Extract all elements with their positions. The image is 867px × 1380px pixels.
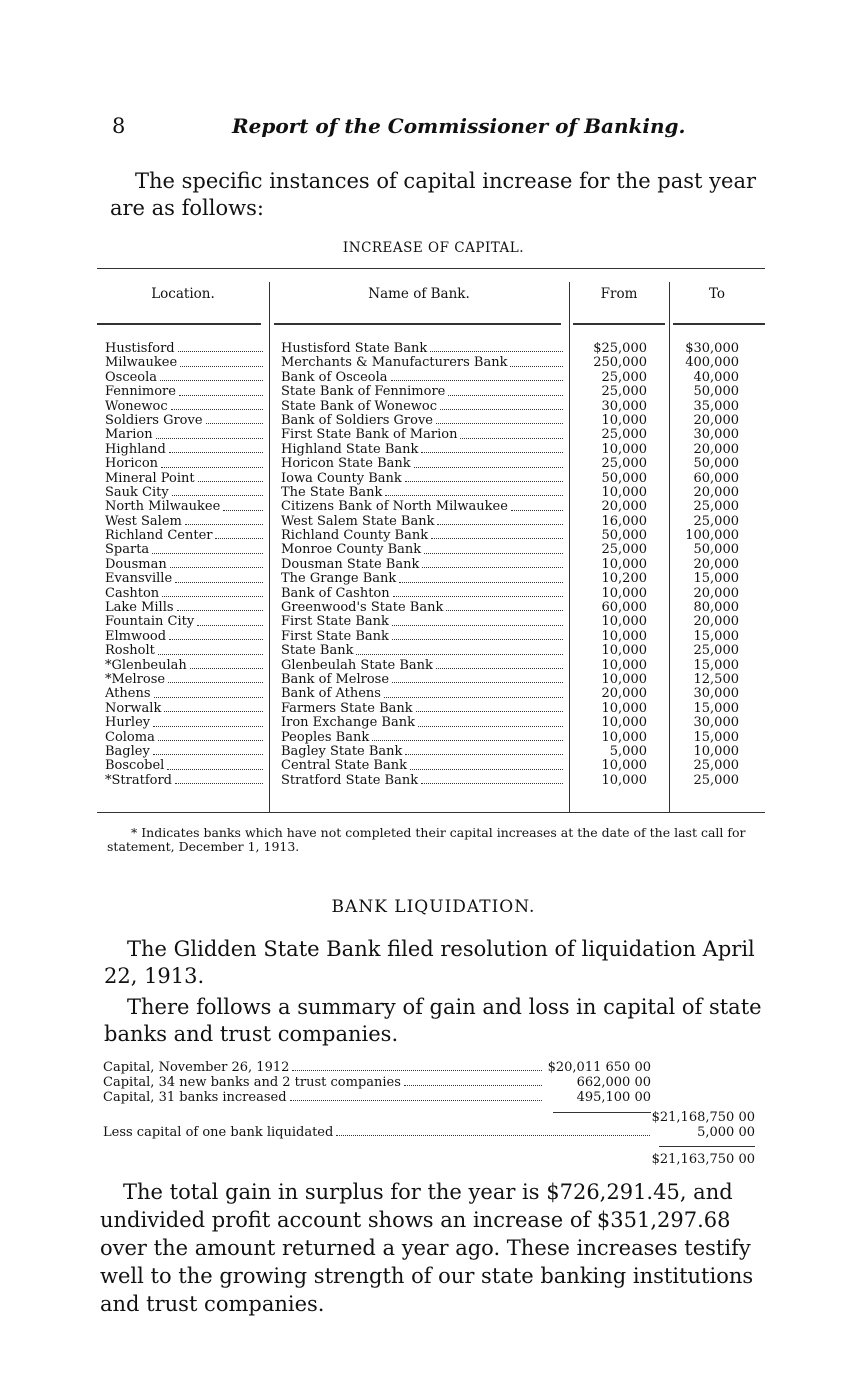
row-bank-name <box>281 443 565 457</box>
header-location: Location. <box>151 286 215 302</box>
row-location-text: Boscobel <box>105 759 165 774</box>
row-capital-from: 10,000 <box>601 485 647 500</box>
dot-leader <box>175 572 263 582</box>
row-capital-from: 25,000 <box>601 428 647 443</box>
dot-leader <box>156 428 263 438</box>
dot-leader <box>153 716 263 726</box>
row-location-text: Wonewoc <box>105 399 168 414</box>
row-location <box>105 716 265 730</box>
dot-leader <box>436 659 563 669</box>
row-capital-to: 25,000 <box>693 759 739 774</box>
dot-leader <box>169 443 263 453</box>
row-capital-to: 100,000 <box>685 529 739 544</box>
to-column <box>675 342 739 788</box>
row-capital-from: 10,000 <box>601 759 647 774</box>
row-capital-from: 10,000 <box>601 658 647 673</box>
row-location-text: Richland Center <box>105 529 213 544</box>
liquidation-title: BANK LIQUIDATION. <box>331 897 536 917</box>
row-location-text: Lake Mills <box>105 601 174 616</box>
row-location-text: Soldiers Grove <box>105 413 203 428</box>
row-bank-name-text: The Grange Bank <box>281 572 397 587</box>
subtotal-rule <box>553 1112 651 1113</box>
row-location-text: *Glenbeulah <box>105 658 187 673</box>
dot-leader <box>430 342 563 352</box>
row-bank-name <box>281 572 565 586</box>
row-capital-to: 20,000 <box>693 442 739 457</box>
row-capital-from: 10,000 <box>601 615 647 630</box>
dot-leader <box>446 601 563 611</box>
dot-leader <box>179 385 263 395</box>
row-capital-from: $25,000 <box>593 342 647 356</box>
header-rule-name <box>274 323 561 325</box>
dot-leader <box>511 500 563 510</box>
row-bank-name-text: Horicon State Bank <box>281 457 411 472</box>
column-divider <box>269 282 270 812</box>
summary-line <box>103 1090 545 1105</box>
dot-leader <box>416 702 563 712</box>
summary-label: Capital, 31 banks increased <box>103 1090 287 1105</box>
row-capital-to: 400,000 <box>685 356 739 371</box>
row-capital-from: 10,200 <box>601 572 647 587</box>
row-location-text: North Milwaukee <box>105 500 221 515</box>
row-bank-name <box>281 673 565 687</box>
row-location <box>105 371 265 385</box>
row-location <box>105 486 265 500</box>
row-capital-from: 10,000 <box>601 716 647 731</box>
row-location <box>105 745 265 759</box>
row-location-text: Fountain City <box>105 615 195 630</box>
row-capital-from: 10,000 <box>601 773 647 788</box>
row-capital-to: 50,000 <box>693 543 739 558</box>
row-location <box>105 400 265 414</box>
row-location-text: Hustisford <box>105 342 175 356</box>
dot-leader <box>510 356 563 366</box>
dot-leader <box>169 630 263 640</box>
closing-paragraph: The total gain in surplus for the year is $726,291.45, and undivided profit account shows an increase of $351,297.68 over the amount returned a year ago. These increases testify well to the growing strength of our state banking institutions and trust companies. <box>100 1180 754 1316</box>
row-bank-name-text: Iowa County Bank <box>281 471 402 486</box>
row-location-text: Horicon <box>105 457 159 472</box>
row-location <box>105 342 265 356</box>
row-location-text: Sparta <box>105 543 150 558</box>
dot-leader <box>198 472 263 482</box>
row-bank-name <box>281 759 565 773</box>
row-capital-from: 10,000 <box>601 672 647 687</box>
row-location <box>105 615 265 629</box>
header-to: To <box>708 286 726 302</box>
row-capital-from: 20,000 <box>601 500 647 515</box>
dot-leader <box>392 630 563 640</box>
row-bank-name <box>281 615 565 629</box>
row-capital-to: 20,000 <box>693 485 739 500</box>
row-location <box>105 515 265 529</box>
summary-amount: $20,011 650 00 <box>547 1060 651 1075</box>
summary-line <box>103 1075 545 1090</box>
summary-subtotal: $21,168,750 00 <box>651 1110 755 1125</box>
row-bank-name <box>281 342 565 356</box>
row-location-text: Evansville <box>105 572 173 587</box>
row-bank-name-text: Dousman State Bank <box>281 557 420 572</box>
row-location-text: Hurley <box>105 716 151 731</box>
row-capital-to: 15,000 <box>693 701 739 716</box>
row-location <box>105 587 265 601</box>
row-location-text: Cashton <box>105 586 160 601</box>
row-location <box>105 759 265 773</box>
dot-leader <box>422 558 563 568</box>
row-capital-to: $30,000 <box>685 342 739 356</box>
row-location-text: Fennimore <box>105 385 176 400</box>
row-location-text: Mineral Point <box>105 471 195 486</box>
row-location <box>105 500 265 514</box>
dot-leader <box>384 687 563 697</box>
dot-leader <box>153 745 263 755</box>
row-capital-from: 10,000 <box>601 629 647 644</box>
row-bank-name-text: Highland State Bank <box>281 442 419 457</box>
dot-leader <box>206 414 263 424</box>
row-location-text: Milwaukee <box>105 356 178 371</box>
dot-leader <box>448 385 563 395</box>
header-rule-to <box>673 323 765 325</box>
row-location-text: Norwalk <box>105 701 162 716</box>
dot-leader <box>414 457 563 467</box>
dot-leader <box>405 472 563 482</box>
row-location <box>105 673 265 687</box>
row-location <box>105 687 265 701</box>
dot-leader <box>177 601 263 611</box>
dot-leader <box>424 543 563 553</box>
row-bank-name <box>281 428 565 442</box>
row-location <box>105 601 265 615</box>
row-bank-name <box>281 745 565 759</box>
row-capital-to: 25,000 <box>693 644 739 659</box>
row-bank-name-text: Farmers State Bank <box>281 701 413 716</box>
header-rule-location <box>97 323 261 325</box>
dot-leader <box>410 759 563 769</box>
row-bank-name-text: Bank of Athens <box>281 687 381 702</box>
row-capital-from: 25,000 <box>601 385 647 400</box>
row-location <box>105 356 265 370</box>
row-bank-name <box>281 385 565 399</box>
row-bank-name <box>281 515 565 529</box>
row-capital-from: 10,000 <box>601 701 647 716</box>
dot-leader <box>170 558 263 568</box>
dot-leader <box>158 731 263 741</box>
row-bank-name <box>281 587 565 601</box>
row-bank-name-text: First State Bank <box>281 629 389 644</box>
row-location-text: Highland <box>105 442 166 457</box>
row-capital-from: 10,000 <box>601 413 647 428</box>
row-location <box>105 702 265 716</box>
dot-leader <box>440 400 563 410</box>
row-location <box>105 558 265 572</box>
row-capital-to: 60,000 <box>693 471 739 486</box>
dot-leader <box>154 687 264 697</box>
dot-leader <box>418 716 563 726</box>
row-location <box>105 774 265 788</box>
row-location <box>105 428 265 442</box>
capital-increase-table <box>97 262 765 818</box>
row-capital-from: 25,000 <box>601 370 647 385</box>
row-bank-name-text: Bank of Cashton <box>281 586 390 601</box>
row-bank-name <box>281 486 565 500</box>
dot-leader <box>421 443 563 453</box>
dot-leader <box>171 400 263 410</box>
row-capital-to: 40,000 <box>693 370 739 385</box>
row-bank-name-text: Citizens Bank of North Milwaukee <box>281 500 508 515</box>
row-capital-from: 16,000 <box>601 514 647 529</box>
row-bank-name <box>281 630 565 644</box>
dot-leader <box>167 759 263 769</box>
dot-leader <box>180 356 263 366</box>
row-bank-name-text: Monroe County Bank <box>281 543 422 558</box>
dot-leader <box>392 673 563 683</box>
row-bank-name <box>281 558 565 572</box>
row-location-text: Dousman <box>105 557 167 572</box>
row-bank-name-text: First State Bank of Marion <box>281 428 458 443</box>
dot-leader <box>431 529 563 539</box>
row-location <box>105 385 265 399</box>
row-bank-name <box>281 356 565 370</box>
dot-leader <box>172 486 263 496</box>
row-bank-name-text: Hustisford State Bank <box>281 342 428 356</box>
dot-leader <box>460 428 563 438</box>
row-location <box>105 543 265 557</box>
dot-leader <box>160 371 263 381</box>
row-bank-name-text: Stratford State Bank <box>281 773 419 788</box>
dot-leader <box>178 342 263 352</box>
row-location <box>105 457 265 471</box>
dot-leader <box>392 615 563 625</box>
row-capital-from: 20,000 <box>601 687 647 702</box>
row-bank-name <box>281 371 565 385</box>
row-capital-from: 10,000 <box>601 586 647 601</box>
summary-label: Capital, November 26, 1912 <box>103 1060 290 1075</box>
row-bank-name-text: Iron Exchange Bank <box>281 716 415 731</box>
column-divider <box>669 282 670 812</box>
row-location-text: Athens <box>105 687 151 702</box>
row-location <box>105 572 265 586</box>
row-location-text: *Stratford <box>105 773 172 788</box>
row-bank-name-text: Merchants & Manufacturers Bank <box>281 356 508 371</box>
row-capital-to: 80,000 <box>693 601 739 616</box>
table-title: INCREASE OF CAPITAL. <box>342 240 525 256</box>
dot-leader <box>223 500 263 510</box>
dot-leader <box>436 414 563 424</box>
summary-intro-paragraph: There follows a summary of gain and loss in capital of state banks and trust companies. <box>104 995 762 1046</box>
row-location <box>105 731 265 745</box>
dot-leader <box>168 673 263 683</box>
dot-leader <box>162 587 263 597</box>
row-capital-from: 60,000 <box>601 601 647 616</box>
total-rule <box>659 1146 755 1147</box>
dot-leader <box>405 745 563 755</box>
row-location-text: Osceola <box>105 370 158 385</box>
row-bank-name-text: State Bank of Fennimore <box>281 385 446 400</box>
row-capital-from: 10,000 <box>601 557 647 572</box>
dot-leader <box>185 515 263 525</box>
row-location-text: Sauk City <box>105 485 169 500</box>
row-location <box>105 644 265 658</box>
row-bank-name-text: Bank of Soldiers Grove <box>281 413 434 428</box>
row-bank-name <box>281 400 565 414</box>
row-capital-to: 15,000 <box>693 658 739 673</box>
row-capital-to: 15,000 <box>693 629 739 644</box>
row-bank-name-text: Peoples Bank <box>281 730 370 745</box>
location-column <box>105 342 265 788</box>
header-from: From <box>600 286 638 302</box>
dot-leader <box>391 371 564 381</box>
header-rule-from <box>573 323 665 325</box>
row-bank-name <box>281 472 565 486</box>
dot-leader <box>161 457 263 467</box>
intro-paragraph: The specific instances of capital increase for the past year are as follows: <box>110 169 756 220</box>
summary-amount: 495,100 00 <box>576 1090 651 1105</box>
row-capital-to: 20,000 <box>693 615 739 630</box>
page-number: 8 <box>112 114 126 138</box>
row-bank-name <box>281 644 565 658</box>
row-bank-name-text: Bagley State Bank <box>281 744 403 759</box>
row-bank-name-text: West Salem State Bank <box>281 514 435 529</box>
row-bank-name-text: Central State Bank <box>281 759 407 774</box>
dot-leader <box>215 529 263 539</box>
row-bank-name-text: State Bank of Wonewoc <box>281 399 437 414</box>
row-bank-name-text: Bank of Melrose <box>281 672 390 687</box>
dot-leader <box>393 587 563 597</box>
row-location-text: Elmwood <box>105 629 167 644</box>
row-capital-to: 50,000 <box>693 385 739 400</box>
row-bank-name <box>281 457 565 471</box>
row-capital-from: 10,000 <box>601 644 647 659</box>
row-capital-to: 12,500 <box>693 672 739 687</box>
summary-amount: 662,000 00 <box>576 1075 651 1090</box>
row-capital-from: 10,000 <box>601 442 647 457</box>
row-location <box>105 414 265 428</box>
row-bank-name-text: The State Bank <box>281 485 383 500</box>
liquidation-paragraph: The Glidden State Bank filed resolution of liquidation April 22, 1913. <box>104 937 755 988</box>
dot-leader <box>421 774 563 784</box>
row-capital-to: 10,000 <box>693 744 739 759</box>
row-capital-from: 5,000 <box>609 744 647 759</box>
row-bank-name <box>281 543 565 557</box>
dot-leader <box>175 774 263 784</box>
row-capital-to: 25,000 <box>693 500 739 515</box>
row-location-text: Marion <box>105 428 153 443</box>
summary-line <box>103 1125 653 1140</box>
row-capital-from: 50,000 <box>601 471 647 486</box>
header-name: Name of Bank. <box>368 286 470 302</box>
row-bank-name-text: First State Bank <box>281 615 389 630</box>
dot-leader <box>399 572 563 582</box>
row-bank-name <box>281 702 565 716</box>
row-location <box>105 443 265 457</box>
row-location <box>105 529 265 543</box>
running-title: Report of the Commissioner of Banking. <box>232 114 686 138</box>
column-divider <box>569 282 570 812</box>
row-capital-from: 250,000 <box>593 356 647 371</box>
table-bottom-rule <box>97 812 765 813</box>
row-capital-to: 20,000 <box>693 557 739 572</box>
dot-leader <box>385 486 563 496</box>
table-footnote: * Indicates banks which have not completed their capital increases at the date of the last call for statement, December 1, 1913. <box>107 825 746 854</box>
row-bank-name-text: Glenbeulah State Bank <box>281 658 433 673</box>
summary-total: $21,163,750 00 <box>651 1152 755 1167</box>
row-capital-to: 25,000 <box>693 773 739 788</box>
row-capital-from: 10,000 <box>601 730 647 745</box>
row-capital-to: 50,000 <box>693 457 739 472</box>
dot-leader <box>152 543 263 553</box>
dot-leader <box>197 615 263 625</box>
row-capital-to: 30,000 <box>693 428 739 443</box>
row-location-text: *Melrose <box>105 672 166 687</box>
dot-leader <box>437 515 563 525</box>
summary-label: Capital, 34 new banks and 2 trust companies <box>103 1075 401 1090</box>
row-location-text: West Salem <box>105 514 182 529</box>
dot-leader <box>356 644 563 654</box>
row-bank-name-text: State Bank <box>281 644 354 659</box>
row-location-text: Bagley <box>105 744 150 759</box>
row-bank-name <box>281 716 565 730</box>
summary-line <box>103 1060 545 1075</box>
row-capital-from: 25,000 <box>601 543 647 558</box>
row-capital-to: 30,000 <box>693 687 739 702</box>
row-location <box>105 630 265 644</box>
row-capital-to: 35,000 <box>693 399 739 414</box>
row-capital-to: 20,000 <box>693 413 739 428</box>
row-capital-from: 25,000 <box>601 457 647 472</box>
dot-leader <box>372 731 563 741</box>
row-location <box>105 659 265 673</box>
row-bank-name <box>281 414 565 428</box>
summary-label: Less capital of one bank liquidated <box>103 1125 334 1140</box>
table-top-rule <box>97 268 765 269</box>
row-bank-name <box>281 659 565 673</box>
row-location-text: Coloma <box>105 730 155 745</box>
dot-leader <box>158 644 263 654</box>
row-bank-name <box>281 731 565 745</box>
row-bank-name-text: Greenwood's State Bank <box>281 601 444 616</box>
row-location <box>105 472 265 486</box>
row-capital-to: 15,000 <box>693 572 739 587</box>
summary-amount: 5,000 00 <box>697 1125 755 1140</box>
row-bank-name-text: Bank of Osceola <box>281 370 388 385</box>
row-capital-to: 25,000 <box>693 514 739 529</box>
row-bank-name <box>281 529 565 543</box>
dot-leader <box>164 702 263 712</box>
bank-name-column <box>281 342 565 788</box>
row-capital-to: 20,000 <box>693 586 739 601</box>
row-location-text: Rosholt <box>105 644 155 659</box>
row-capital-from: 50,000 <box>601 529 647 544</box>
row-bank-name <box>281 687 565 701</box>
from-column <box>575 342 647 788</box>
row-bank-name <box>281 500 565 514</box>
row-bank-name-text: Richland County Bank <box>281 529 429 544</box>
row-capital-to: 15,000 <box>693 730 739 745</box>
row-capital-to: 30,000 <box>693 716 739 731</box>
row-bank-name <box>281 601 565 615</box>
row-bank-name <box>281 774 565 788</box>
row-capital-from: 30,000 <box>601 399 647 414</box>
dot-leader <box>190 659 263 669</box>
